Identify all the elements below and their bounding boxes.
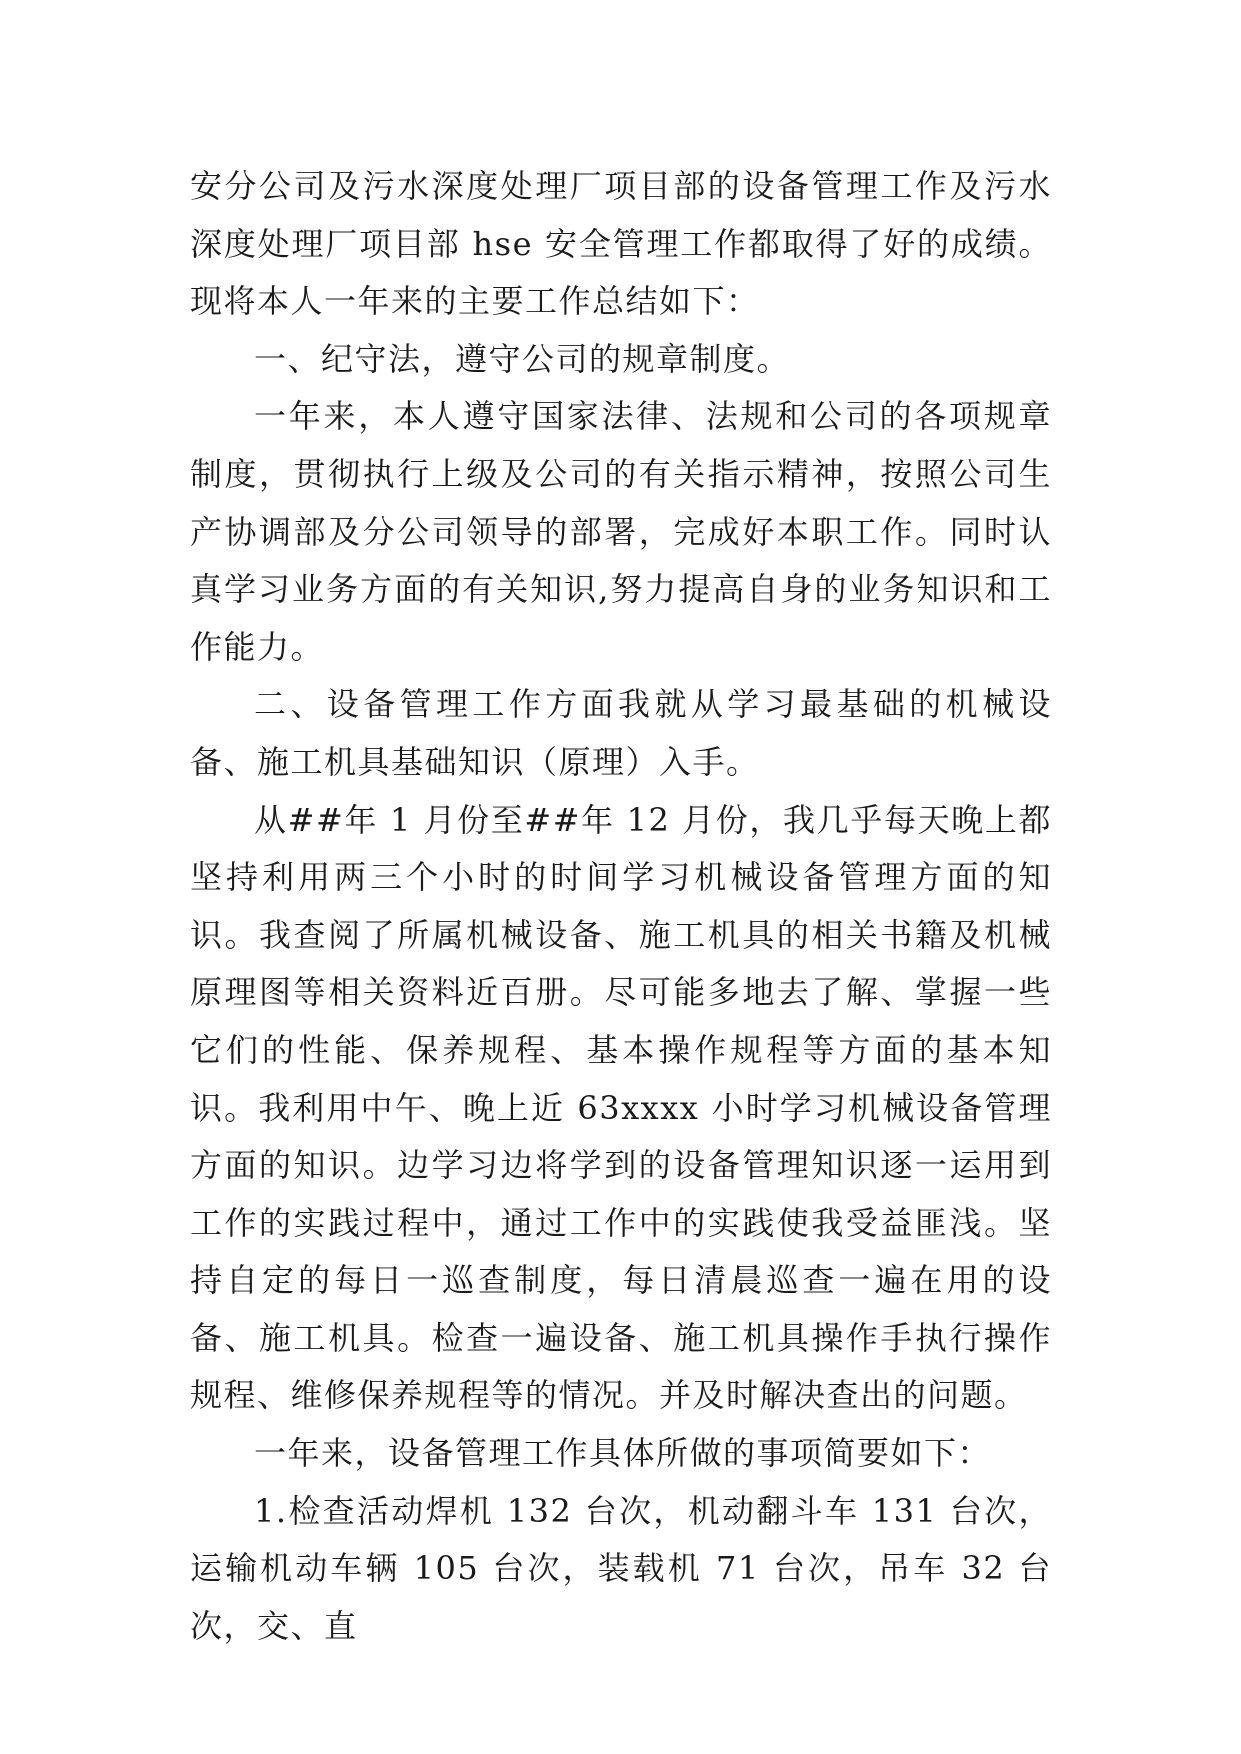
paragraph-intro-continued: 安分公司及污水深度处理厂项目部的设备管理工作及污水深度处理厂项目部 hse 安全管理工作都取得了好的成绩。现将本人一年来的主要工作总结如下： bbox=[190, 167, 1052, 321]
document-body bbox=[190, 158, 1052, 1655]
paragraph-summary-intro: 一年来，设备管理工作具体所做的事项简要如下： bbox=[254, 1434, 992, 1473]
paragraph-study-practice: 从##年 1 月份至##年 12 月份，我几乎每天晚上都坚持利用两三个小时的时间学习机械设备管理方面的知识。我查阅了所属机械设备、施工机具的相关书籍及机械原理图等相关资料近百册。尽可能多地去了解、掌握一些它们的性能、保养规程、基本操作规程等方面的基本知识。我利用中午、晚上近 63xxxx 小时学习机械设备管理方面的知识。边学习边将学到的设备管理知识逐一运用到工作的实践过程中，通过工作中的实践使我受益匪浅。坚持自定的每日一巡查制度，每日清晨巡查一遍在用的设备、施工机具。检查一遍设备、施工机具操作手执行操作规程、维修保养规程等的情况。并及时解决查出的问题。 bbox=[190, 800, 1052, 1415]
paragraph-section-1-heading: 一、纪守法，遵守公司的规章制度。 bbox=[254, 339, 791, 378]
paragraph-inspection-list-1: 1.检查活动焊机 132 台次，机动翻斗车 131 台次，运输机动车辆 105 台次，装载机 71 台次，吊车 32 台次，交、直 bbox=[190, 1491, 1052, 1645]
paragraph-compliance: 一年来，本人遵守国家法律、法规和公司的各项规章制度，贯彻执行上级及公司的有关指示精神，按照公司生产协调部及分公司领导的部署，完成好本职工作。同时认真学习业务方面的有关知识,努力提高自身的业务知识和工作能力。 bbox=[190, 397, 1052, 666]
paragraph-section-2-heading: 二、设备管理工作方面我就从学习最基础的机械设备、施工机具基础知识（原理）入手。 bbox=[190, 685, 1052, 781]
